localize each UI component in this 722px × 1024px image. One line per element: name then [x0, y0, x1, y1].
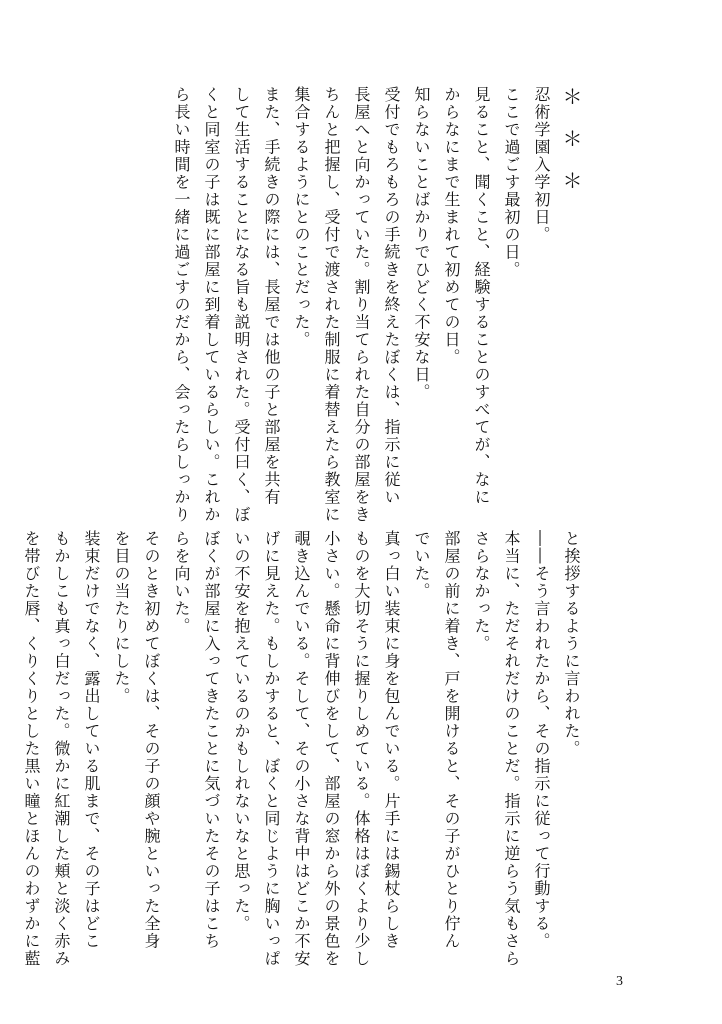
text-line: らを向いた。 [172, 530, 191, 635]
text-line: を目の当たりにした。 [112, 530, 131, 705]
text-line: 長屋へと向かっていた。割り当てられた自分の部屋をき [352, 86, 371, 524]
text-line: ぼくが部屋に入ってきたことに気づいたその子はこち [202, 530, 221, 950]
text-line: 小さい。懸命に背伸びをして、部屋の窓から外の景色を [322, 530, 341, 968]
stars-divider: ＊＊＊ [559, 86, 583, 212]
text-line: げに見えた。もしかすると、ぼくと同じように胸いっぱ [262, 530, 281, 968]
page-number: 3 [616, 974, 623, 989]
text-line: 部屋の前に着き、戸を開けると、その子がひとり佇ん [442, 530, 461, 950]
text-line: くと同室の子は既に部屋に到着しているらしい。これか [202, 86, 221, 524]
text-line: でいた。 [412, 530, 431, 600]
text-line: からなにまで生まれて初めての日。 [442, 86, 461, 366]
text-line: 集合するようにとのことだった。 [292, 86, 311, 349]
text-line: して生活することになる旨も説明された。受付曰く、ぼ [232, 86, 251, 524]
text-line: もかしこも真っ白だった。微かに紅潮した頬と淡く赤み [52, 530, 71, 968]
text-line: いの不安を抱えているのかもしれないなと思った。 [232, 530, 251, 933]
text-line: そのとき初めてぼくは、その子の顔や腕といった全身 [142, 530, 161, 950]
text-line: ら長い時間を一緒に過ごすのだから、会ったらしっかり [172, 86, 191, 524]
text-line: 見ること、聞くこと、経験することのすべてが、なに [472, 86, 491, 506]
upper-text-block [166, 86, 586, 524]
text-line: 受付でもろもろの手続きを終えたぼくは、指示に従い [382, 86, 401, 506]
text-line: ものを大切そうに握りしめている。体格はぼくより少し [352, 530, 371, 968]
text-line: 覗き込んでいる。そして、その小さな背中はどこか不安 [292, 530, 311, 968]
text-line: 装束だけでなく、露出している肌まで、その子はどこ [82, 530, 101, 950]
lower-text-block [16, 530, 586, 968]
text-line: 真っ白い装束に身を包んでいる。片手には錫杖らしき [382, 530, 401, 950]
text-line: を帯びた唇、くりくりとした黒い瞳とほんのわずかに藍 [22, 530, 41, 968]
text-line: 忍術学園入学初日。 [532, 86, 551, 244]
text-line: と挨拶するように言われた。 [562, 530, 581, 758]
text-line: ちんと把握し、受付で渡された制服に着替えたら教室に [322, 86, 341, 524]
text-line: 本当に、ただそれだけのことだ。指示に逆らう気もさら [502, 530, 521, 968]
text-line: さらなかった。 [472, 530, 491, 653]
text-line: また、手続きの際には、長屋では他の子と部屋を共有 [262, 86, 281, 506]
text-line: 知らないことばかりでひどく不安な日。 [412, 86, 431, 401]
text-line: ここで過ごす最初の日。 [502, 86, 521, 279]
text-line: ――そう言われたから、その指示に従って行動する。 [532, 530, 551, 950]
